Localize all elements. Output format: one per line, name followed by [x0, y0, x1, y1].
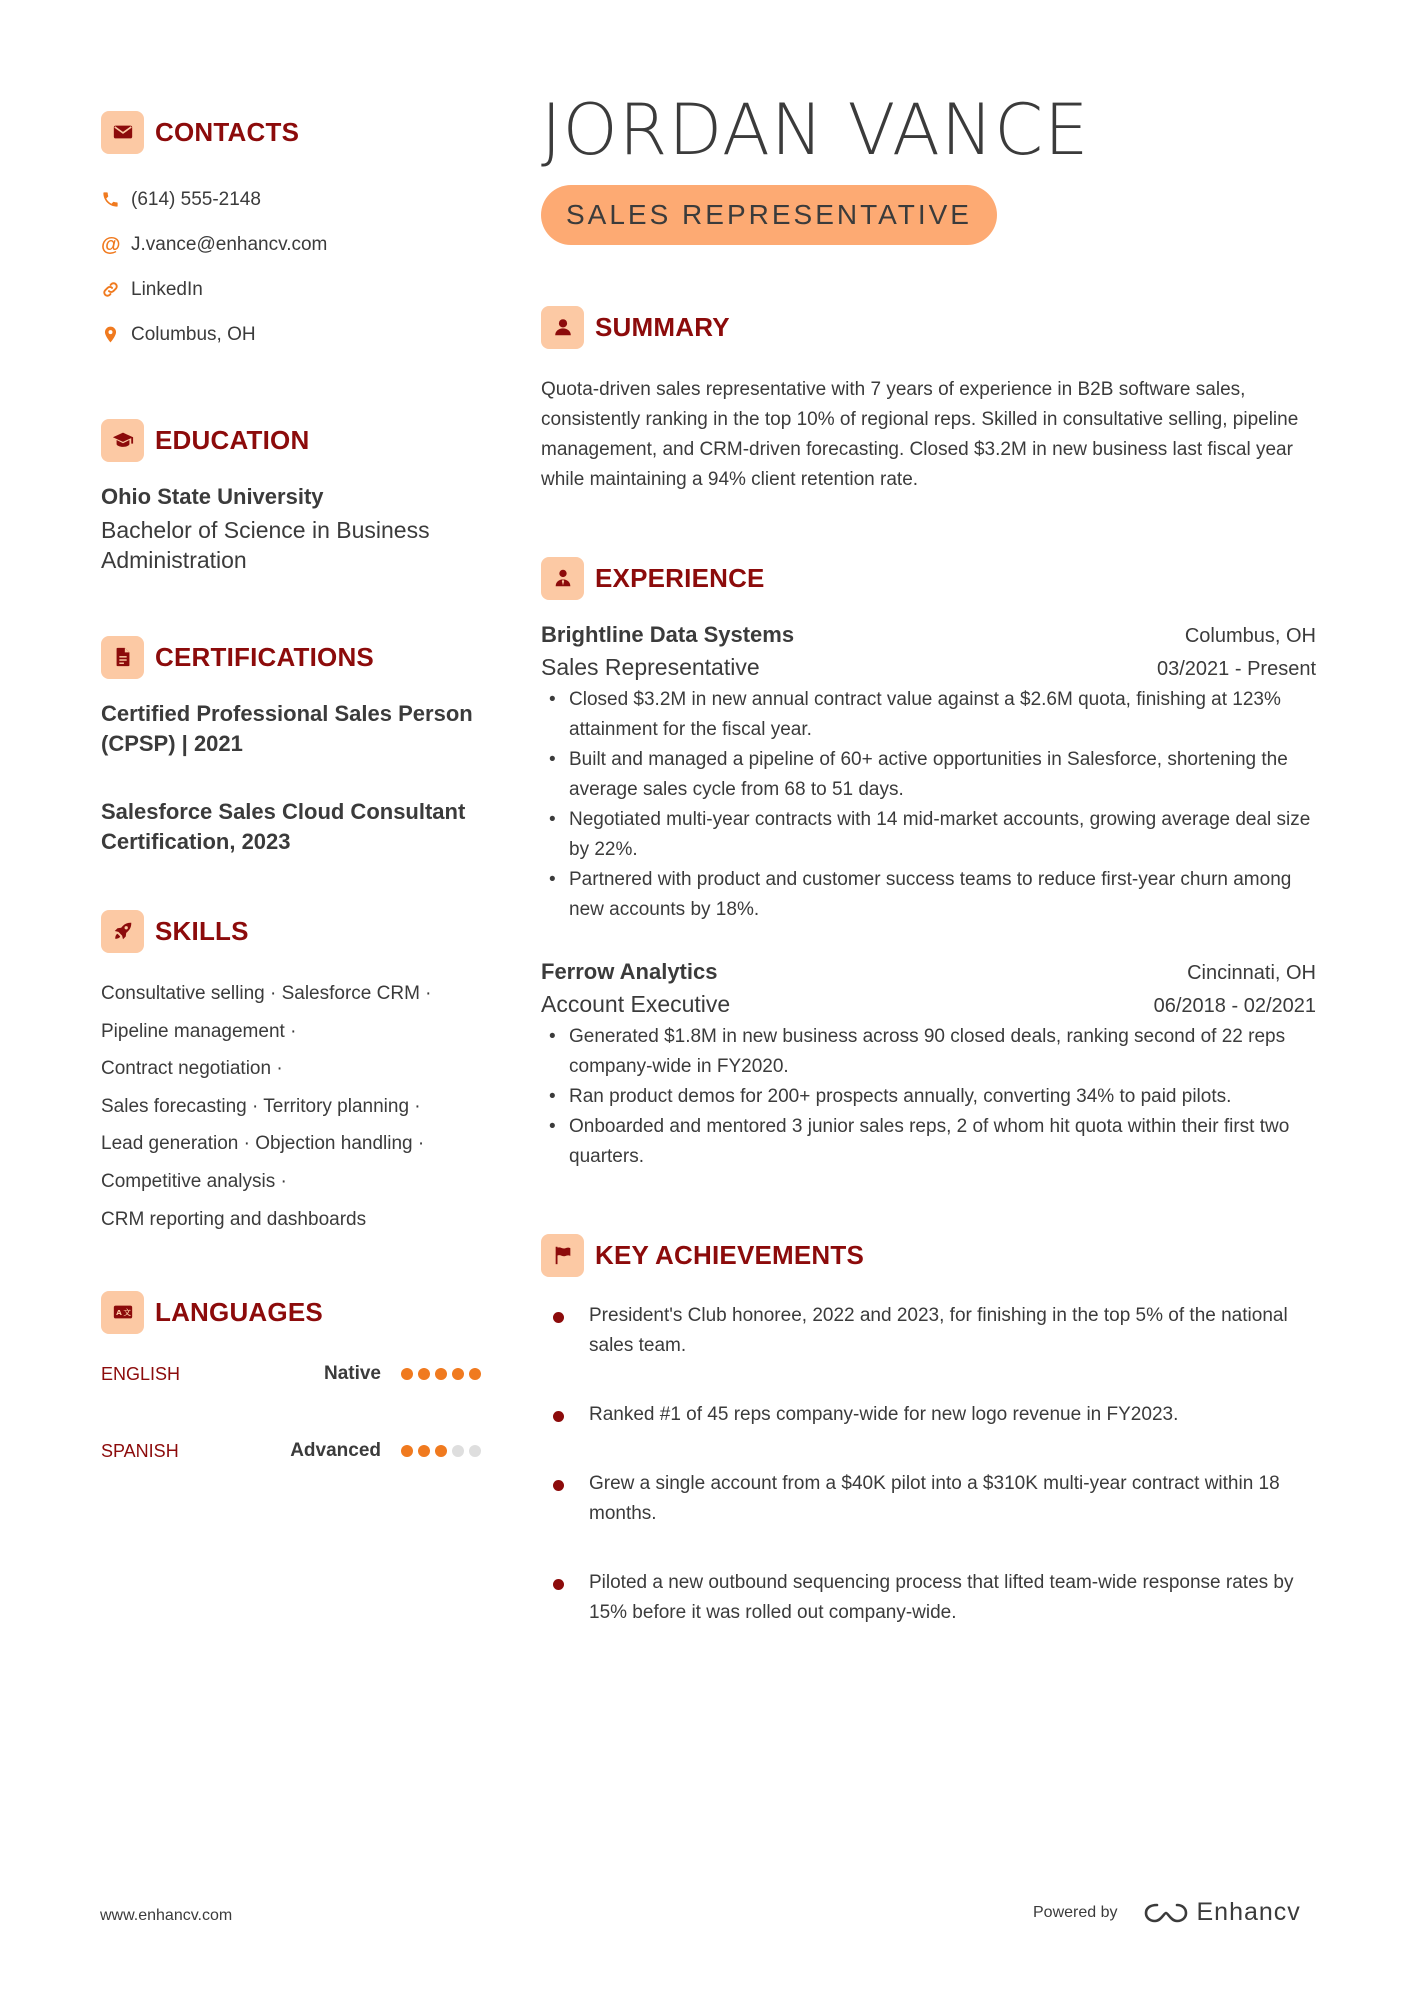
job-header — [541, 959, 1316, 985]
skills-list — [101, 975, 481, 1238]
summary-header — [541, 305, 1316, 349]
rating-dot-filled — [401, 1445, 413, 1457]
rating-dot-filled — [401, 1368, 413, 1380]
achievement-item: President's Club honoree, 2022 and 2023, for finishing in the top 5% of the national sales team. — [541, 1301, 1316, 1361]
location-pin-icon — [101, 325, 131, 344]
rating-dot-filled — [469, 1368, 481, 1380]
powered-by-text: Powered by — [1033, 1903, 1118, 1921]
language-rating — [401, 1368, 481, 1380]
job-dates: 03/2021 - Present — [1157, 658, 1316, 680]
job-subheader — [541, 654, 1316, 681]
job-dates: 06/2018 - 02/2021 — [1153, 995, 1316, 1017]
envelope-icon — [101, 111, 144, 154]
job-bullet: • Ran product demos for 200+ prospects annually, converting 34% to paid pilots. — [541, 1082, 1316, 1112]
skill-line: Contract negotiation · — [101, 1058, 283, 1080]
job-bullet: • Onboarded and mentored 3 junior sales reps, 2 of whom hit quota within their first two quarters. — [541, 1112, 1316, 1172]
link-icon — [101, 280, 131, 299]
right-column — [541, 89, 1316, 1628]
achievement-item: Grew a single account from a $40K pilot into a $310K multi-year contract within 18 months. — [541, 1469, 1316, 1529]
job-bullets — [541, 685, 1316, 925]
phone-icon — [101, 190, 131, 209]
education-degree: Bachelor of Science in Business Administration — [101, 517, 430, 573]
language-level: Advanced — [290, 1440, 381, 1462]
education-title: EDUCATION — [155, 424, 310, 455]
job-entry — [541, 622, 1316, 925]
job-bullet: • Partnered with product and customer success teams to reduce first-year churn among new accounts by 18%. — [541, 865, 1316, 925]
job-title-pill: SALES REPRESENTATIVE — [541, 185, 997, 245]
experience-header — [541, 556, 1316, 600]
svg-text:A: A — [115, 1308, 122, 1318]
skill-line: Consultative selling · Salesforce CRM · — [101, 983, 432, 1004]
enhancv-logo[interactable] — [1143, 1898, 1301, 1927]
language-level: Native — [323, 1363, 381, 1385]
language-name: SPANISH — [101, 1440, 179, 1461]
certifications-header — [101, 635, 481, 679]
education-header — [101, 418, 481, 462]
contact-linkedin-text: LinkedIn — [131, 278, 203, 300]
footer-branding — [1033, 1898, 1301, 1927]
rating-dot-empty — [452, 1445, 464, 1457]
language-rating — [401, 1445, 481, 1457]
rating-dot-filled — [435, 1368, 447, 1380]
job-subheader — [541, 991, 1316, 1018]
skill-line: Pipeline management · — [101, 1020, 297, 1042]
job-entry — [541, 959, 1316, 1172]
contacts-header — [101, 110, 481, 154]
job-company: Ferrow Analytics — [541, 959, 718, 984]
achievements-title: KEY ACHIEVEMENTS — [595, 1239, 865, 1270]
rocket-icon — [101, 910, 144, 953]
contact-email-text: J.vance@enhancv.com — [131, 233, 328, 255]
contact-location-text: Columbus, OH — [131, 323, 256, 345]
rating-dot-filled — [418, 1368, 430, 1380]
job-header — [541, 622, 1316, 648]
rating-dot-filled — [435, 1445, 447, 1457]
summary-title: SUMMARY — [595, 311, 730, 342]
job-company: Brightline Data Systems — [541, 622, 795, 647]
achievements-header — [541, 1233, 1316, 1277]
contacts-title: CONTACTS — [155, 116, 300, 147]
left-column — [101, 110, 481, 1466]
summary-text: Quota-driven sales representative with 7 years of experience in B2B software sales, consistently ranking in the top 10% of regional reps. Skilled in consultative selling, pipeline management, and CRM-driven forecasting. Closed $3.2M in new business last fiscal year while maintaining a 94% client retention rate. — [541, 379, 1299, 490]
job-role: Account Executive — [541, 991, 731, 1017]
document-icon — [101, 636, 144, 679]
graduation-cap-icon — [101, 419, 144, 462]
rating-dot-filled — [452, 1368, 464, 1380]
flag-icon — [541, 1234, 584, 1277]
job-bullets — [541, 1022, 1316, 1172]
achievement-item: Ranked #1 of 45 reps company-wide for new logo revenue in FY2023. — [541, 1400, 1316, 1430]
skill-line: Lead generation · Objection handling · — [101, 1133, 425, 1155]
contact-email[interactable] — [101, 222, 481, 267]
rating-dot-filled — [418, 1445, 430, 1457]
enhancv-logo-text: Enhancv — [1196, 1898, 1301, 1926]
job-role: Sales Representative — [541, 654, 760, 680]
language-name: ENGLISH — [101, 1363, 181, 1384]
certification-item: Certified Professional Sales Person (CPSP) | 2021 — [101, 701, 473, 756]
job-bullet: • Closed $3.2M in new annual contract value against a $2.6M quota, finishing at 123% attainment for the fiscal year. — [541, 685, 1316, 745]
briefcase-person-icon — [541, 557, 584, 600]
skill-line: CRM reporting and dashboards — [101, 1208, 367, 1230]
footer-website[interactable]: www.enhancv.com — [100, 1907, 233, 1924]
enhancv-logo-icon — [1143, 1900, 1189, 1926]
contacts-list — [101, 177, 481, 357]
translate-icon — [101, 1291, 144, 1334]
certification-item: Salesforce Sales Cloud Consultant Certification, 2023 — [101, 799, 466, 854]
language-row — [101, 1436, 481, 1466]
job-location: Cincinnati, OH — [1187, 962, 1316, 984]
achievement-item: Piloted a new outbound sequencing process that lifted team-wide response rates by 15% before it was rolled out company-wide. — [541, 1568, 1316, 1628]
language-row — [101, 1359, 481, 1389]
at-icon: @ — [101, 233, 121, 256]
languages-title: LANGUAGES — [155, 1296, 323, 1327]
contact-phone[interactable] — [101, 177, 481, 222]
skills-title: SKILLS — [155, 915, 249, 946]
svg-text:文: 文 — [122, 1308, 131, 1318]
education-school: Ohio State University — [101, 484, 324, 509]
job-bullet: • Generated $1.8M in new business across 90 closed deals, ranking second of 22 reps company-wide in FY2020. — [541, 1022, 1316, 1082]
rating-dot-empty — [469, 1445, 481, 1457]
skills-header — [101, 909, 481, 953]
skill-line: Competitive analysis · — [101, 1170, 287, 1192]
contact-phone-text: (614) 555-2148 — [131, 188, 261, 210]
skill-line: Sales forecasting · Territory planning · — [101, 1095, 421, 1117]
candidate-name: JORDAN VANCE — [541, 89, 1090, 171]
contact-linkedin[interactable] — [101, 267, 481, 312]
certifications-title: CERTIFICATIONS — [155, 641, 374, 672]
contact-location — [101, 312, 481, 357]
job-bullet: • Negotiated multi-year contracts with 14 mid-market accounts, growing average deal size by 22%. — [541, 805, 1316, 865]
languages-header — [101, 1290, 481, 1334]
person-icon — [541, 306, 584, 349]
job-bullet: • Built and managed a pipeline of 60+ active opportunities in Salesforce, shortening the average sales cycle from 68 to 51 days. — [541, 745, 1316, 805]
experience-title: EXPERIENCE — [595, 562, 765, 593]
job-location: Columbus, OH — [1184, 625, 1316, 647]
